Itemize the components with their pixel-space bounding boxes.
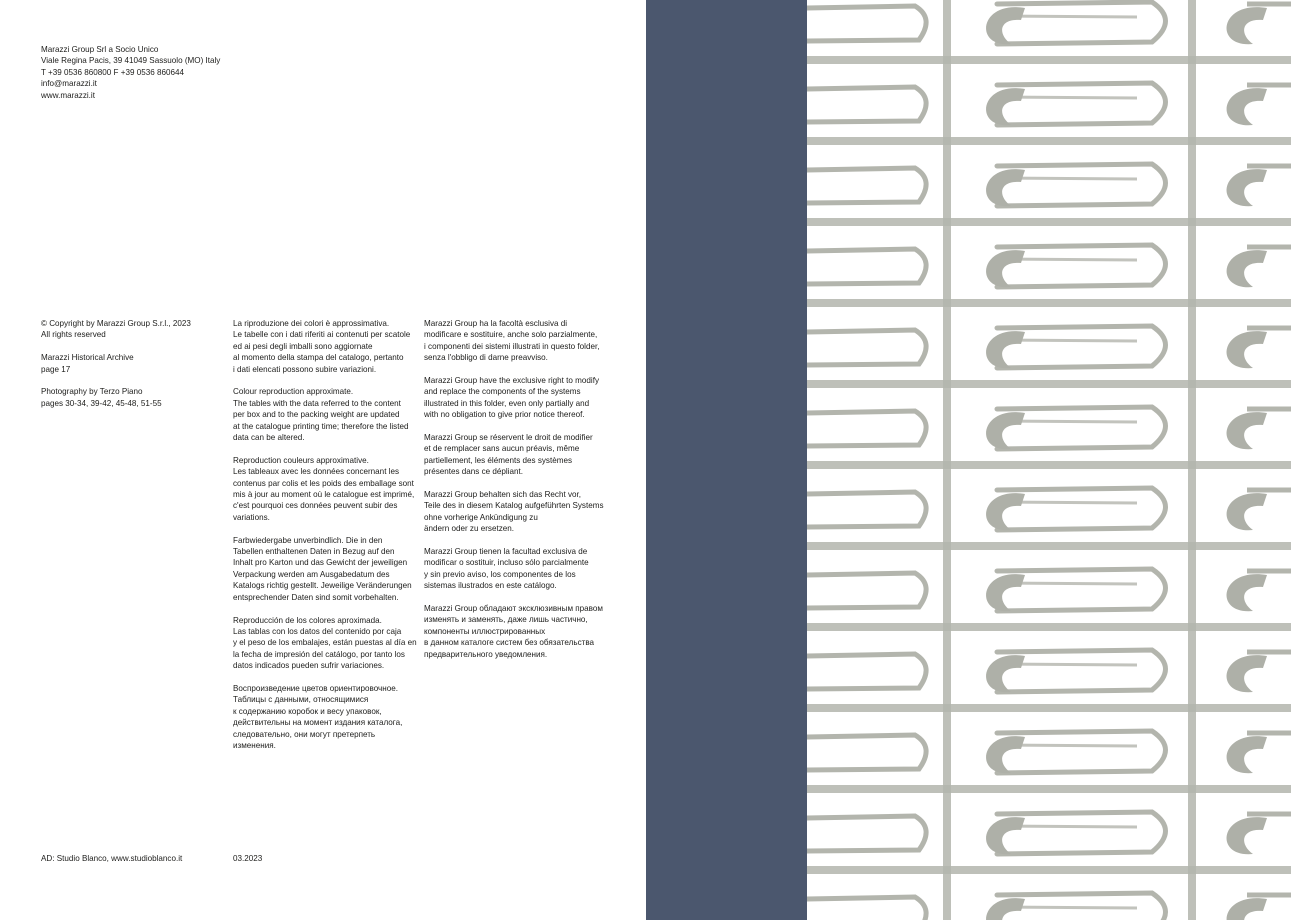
pattern-band bbox=[807, 785, 1291, 793]
pattern-c-blob bbox=[986, 169, 1025, 206]
pattern-stroke bbox=[1007, 583, 1137, 584]
pattern-hook bbox=[807, 897, 926, 920]
rights-disclaimer-column bbox=[424, 318, 609, 660]
pattern-c-blob bbox=[1227, 574, 1267, 611]
pattern-stroke bbox=[1007, 421, 1137, 422]
colour-note-fr: Reproduction couleurs approximative. Les tableaux avec les données concernant les contenus par colis et les poids des emballage sont mis à jour au moment où le catalogue est imprimé, c'est pourquoi ces données peuvent subir des variations. bbox=[233, 455, 415, 522]
pattern-band bbox=[807, 218, 1291, 226]
pattern-stroke bbox=[1007, 16, 1137, 17]
pattern-hook bbox=[807, 87, 926, 122]
pattern-c-blob bbox=[1227, 412, 1267, 449]
colour-note-ru: Воспроизведение цветов ориентировочное. Таблицы с данными, относящимися к содержанию коробок и весу упаковок, действительны на момент издания каталога, следовательно, они могут претерпеть изменения. bbox=[233, 683, 403, 750]
pattern-c-blob bbox=[986, 655, 1025, 692]
pattern-c-blob bbox=[1227, 88, 1267, 125]
pattern-band bbox=[807, 380, 1291, 388]
pattern-band bbox=[807, 623, 1291, 631]
pattern-stroke bbox=[1007, 502, 1137, 503]
colour-note-es: Reproducción de los colores aproximada. Las tablas con los datos del contenido por caja y el peso de los embalajes, están puestas al día en la fecha de impresión del catálogo, por tanto los datos indicados pueden sufrir variaciones. bbox=[233, 615, 417, 671]
pattern-stroke bbox=[1007, 97, 1137, 98]
rights-note-it: Marazzi Group ha la facoltà esclusiva di modificare e sostituire, anche solo parzialmente, i componenti dei sistemi illustrati in questo folder, senza l'obbligo di darne preavviso. bbox=[424, 319, 600, 363]
pattern-band bbox=[807, 56, 1291, 64]
pattern-band bbox=[807, 461, 1291, 469]
pattern-band bbox=[807, 866, 1291, 874]
art-direction-credit: AD: Studio Blanco, www.studioblanco.it bbox=[41, 854, 183, 863]
pattern-stroke bbox=[1007, 259, 1137, 260]
pattern-c-blob bbox=[986, 736, 1025, 773]
pattern-c-blob bbox=[1227, 250, 1267, 287]
pattern-hook bbox=[807, 6, 926, 41]
pattern-hook bbox=[807, 492, 926, 527]
copyright-notice: © Copyright by Marazzi Group S.r.l., 2023 All rights reserved bbox=[41, 319, 191, 340]
colour-note-de: Farbwiedergabe unverbindlich. Die in den Tabellen enthaltenen Daten in Bezug auf den Inhalt pro Karton und das Gewicht der jeweiligen Verpackung werden am Ausgabedatum des Katalogs richtig gestellt. Jeweilige Veränderungen entsprechender Daten sind somit vorbehalten. bbox=[233, 535, 412, 602]
pattern-hook bbox=[807, 816, 926, 851]
credits-block bbox=[41, 318, 221, 409]
tile-pattern-image bbox=[807, 0, 1291, 920]
pattern-hook bbox=[807, 330, 926, 365]
pattern-c-blob bbox=[986, 898, 1025, 920]
archive-credit: Marazzi Historical Archive page 17 bbox=[41, 353, 134, 374]
pattern-stroke bbox=[1007, 340, 1137, 341]
pattern-c-blob bbox=[986, 412, 1025, 449]
pattern-c-blob bbox=[1227, 736, 1267, 773]
company-name: Marazzi Group Srl a Socio Unico bbox=[41, 45, 159, 54]
pattern-c-blob bbox=[986, 331, 1025, 368]
pattern-c-blob bbox=[1227, 655, 1267, 692]
pattern-band bbox=[807, 137, 1291, 145]
pattern-c-blob bbox=[1227, 7, 1267, 44]
pattern-c-blob bbox=[1227, 169, 1267, 206]
pattern-c-blob bbox=[986, 817, 1025, 854]
edition-date: 03.2023 bbox=[233, 854, 263, 863]
pattern-c-blob bbox=[986, 574, 1025, 611]
pattern-c-blob bbox=[1227, 898, 1267, 920]
pattern-c-blob bbox=[1227, 493, 1267, 530]
company-phone: T +39 0536 860800 F +39 0536 860644 bbox=[41, 67, 184, 77]
rights-note-en: Marazzi Group have the exclusive right to modify and replace the components of the systems illustrated in this folder, even only partially and with no obligation to give prior notice thereof. bbox=[424, 376, 599, 420]
tile-pattern-svg bbox=[807, 0, 1291, 920]
pattern-c-blob bbox=[986, 7, 1025, 44]
pattern-hook bbox=[807, 249, 926, 284]
rights-note-es: Marazzi Group tienen la facultad exclusiva de modificar o sostituir, incluso sólo parcialmente y sin previo aviso, los componentes de los sistemas ilustrados en este catálogo. bbox=[424, 547, 589, 591]
rights-note-ru: Marazzi Group обладают эксклюзивным правом изменять и заменять, даже лишь частично, компоненты иллюстрированных в данном каталоге систем без обязательства предварительного уведомления. bbox=[424, 604, 603, 659]
pattern-band bbox=[807, 299, 1291, 307]
blue-color-band bbox=[646, 0, 807, 920]
company-email[interactable]: info@marazzi.it bbox=[41, 79, 97, 89]
pattern-c-blob bbox=[1227, 331, 1267, 368]
colour-disclaimer-column bbox=[233, 318, 418, 751]
colour-note-it: La riproduzione dei colori è approssimativa. Le tabelle con i dati riferiti ai contenuti per scatole ed ai pesi degli imballi sono aggiornate al momento della stampa del catalogo, pertanto i dati elencati possono subire variazioni. bbox=[233, 319, 411, 374]
pattern-c-blob bbox=[986, 493, 1025, 530]
colour-note-en: Colour reproduction approximate. The tables with the data referred to the content per box and to the packing weight are updated at the catalogue printing time; therefore the listed data can be altered. bbox=[233, 387, 409, 443]
rights-note-fr: Marazzi Group se réservent le droit de modifier et de remplacer sans aucun préavis, même partiellement, les éléments des systèmes présentes dans ce dépliant. bbox=[424, 433, 593, 477]
pattern-stroke bbox=[1007, 178, 1137, 179]
pattern-c-blob bbox=[1227, 817, 1267, 854]
pattern-hook bbox=[807, 654, 926, 689]
company-website[interactable]: www.marazzi.it bbox=[41, 90, 95, 100]
pattern-c-blob bbox=[986, 88, 1025, 125]
pattern-hook bbox=[807, 573, 926, 608]
pattern-band bbox=[807, 704, 1291, 712]
pattern-stroke bbox=[1007, 745, 1137, 746]
pattern-hook bbox=[807, 411, 926, 446]
pattern-stroke bbox=[1007, 664, 1137, 665]
pattern-stroke bbox=[1007, 907, 1137, 908]
company-address: Viale Regina Pacis, 39 41049 Sassuolo (MO) Italy bbox=[41, 56, 221, 66]
pattern-stroke bbox=[1007, 826, 1137, 827]
pattern-hook bbox=[807, 735, 926, 770]
contact-block bbox=[41, 44, 220, 101]
photography-credit: Photography by Terzo Piano pages 30-34, 39-42, 45-48, 51-55 bbox=[41, 387, 162, 408]
pattern-c-blob bbox=[986, 250, 1025, 287]
rights-note-de: Marazzi Group behalten sich das Recht vor, Teile des in diesem Katalog aufgeführten Systems ohne vorherige Ankündigung zu ändern oder zu ersetzen. bbox=[424, 490, 604, 534]
pattern-band bbox=[807, 542, 1291, 550]
pattern-hook bbox=[807, 168, 926, 203]
